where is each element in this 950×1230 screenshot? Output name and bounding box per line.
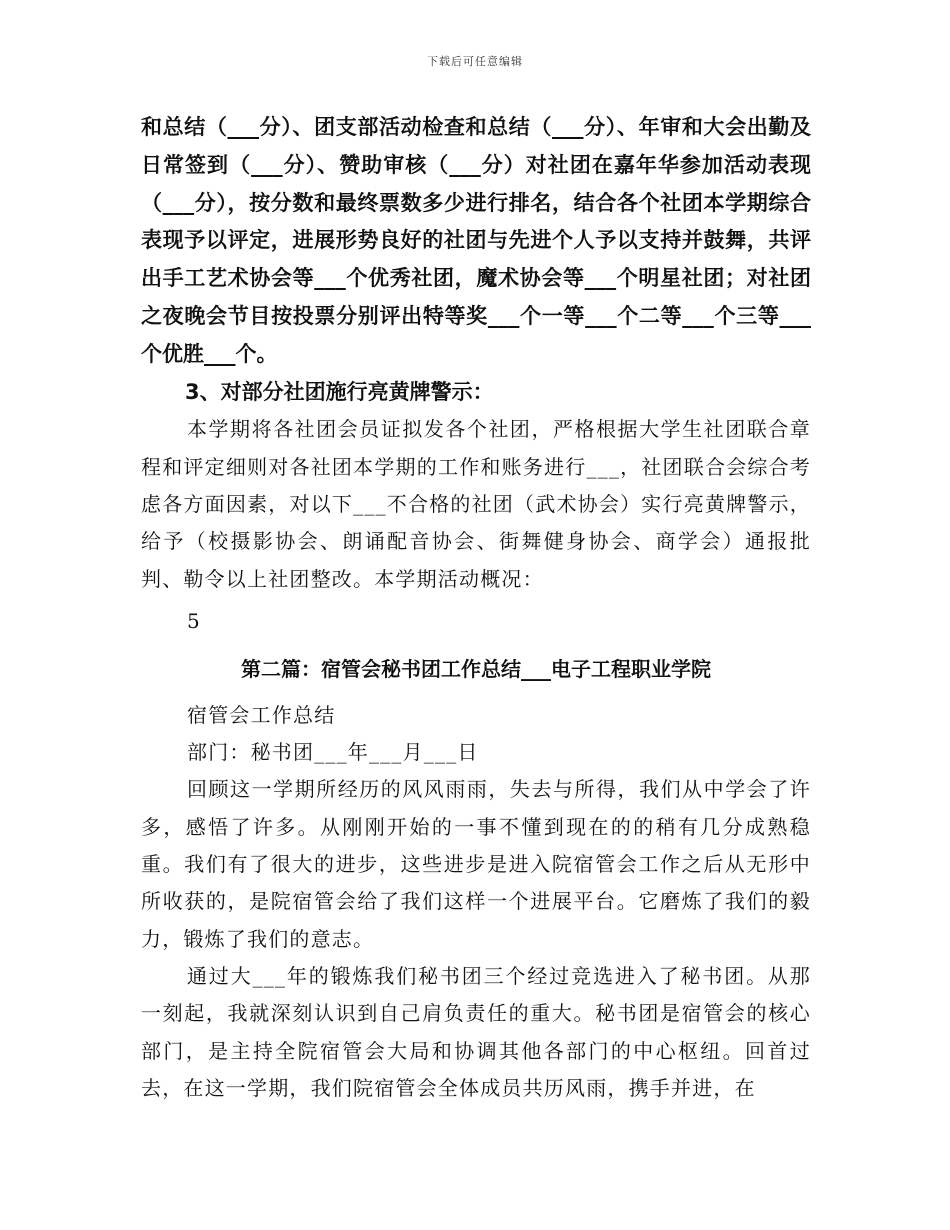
document-body <box>141 109 811 1107</box>
heading-yellow-card-warning: 3、对部分社团施行亮黄牌警示： <box>185 379 494 404</box>
paragraph-scoring-summary: 和总结（___分）、团支部活动检查和总结（___分）、年审和大会出勤及日常签到（___分）、赞助审核（___分）对社团在嘉年华参加活动表现（___分），按分数和最终票数多少进行排名，结合各个社团本学期综合表现予以评定，进展形势良好的社团与先进个人予以支持并鼓舞，共评出手工艺术协会等___个优秀社团，魔术协会等___个明星社团；对社团之夜晚会节目按投票分别评出特等奖___个一等___个二等___个三等___个优胜___个。 <box>141 115 811 366</box>
document-title: 宿管会工作总结 <box>187 702 336 727</box>
department-date-line: 部门：秘书团___年___月___日 <box>187 740 479 765</box>
paragraph-semester-review: 回顾这一学期所经历的风风雨雨，失去与所得，我们从中学会了许多，感悟了许多。从刚刚开始的一事不懂到现在的的稍有几分成熟稳重。我们有了很大的进步，这些进步是进入院宿管会工作之后从无形中所收获的，是院宿管会给了我们这样一个进展平台。它磨炼了我们的毅力，锻炼了我们的意志。 <box>141 777 811 951</box>
paragraph-yellow-card-details: 本学期将各社团会员证拟发各个社团，严格根据大学生社团联合章程和评定细则对各社团本学期的工作和账务进行___，社团联合会综合考虑各方面因素，对以下___不合格的社团（武术协会）实行亮黄牌警示，给予（校摄影协会、朗诵配音协会、街舞健身协会、商学会）通报批判、勒令以上社团整改。本学期活动概况： <box>141 417 811 591</box>
page-number: 5 <box>187 608 200 633</box>
section-title: 第二篇：宿管会秘书团工作总结___电子工程职业学院 <box>241 656 711 681</box>
page-header: 下载后可任意编辑 <box>427 55 523 68</box>
paragraph-secretariat-training: 通过大___年的锻炼我们秘书团三个经过竞选进入了秘书团。从那一刻起，我就深刻认识到自己肩负责任的重大。秘书团是宿管会的核心部门，是主持全院宿管会大局和协调其他各部门的中心枢纽。回首过去，在这一学期，我们院宿管会全体成员共历风雨，携手并进，在 <box>141 963 811 1100</box>
